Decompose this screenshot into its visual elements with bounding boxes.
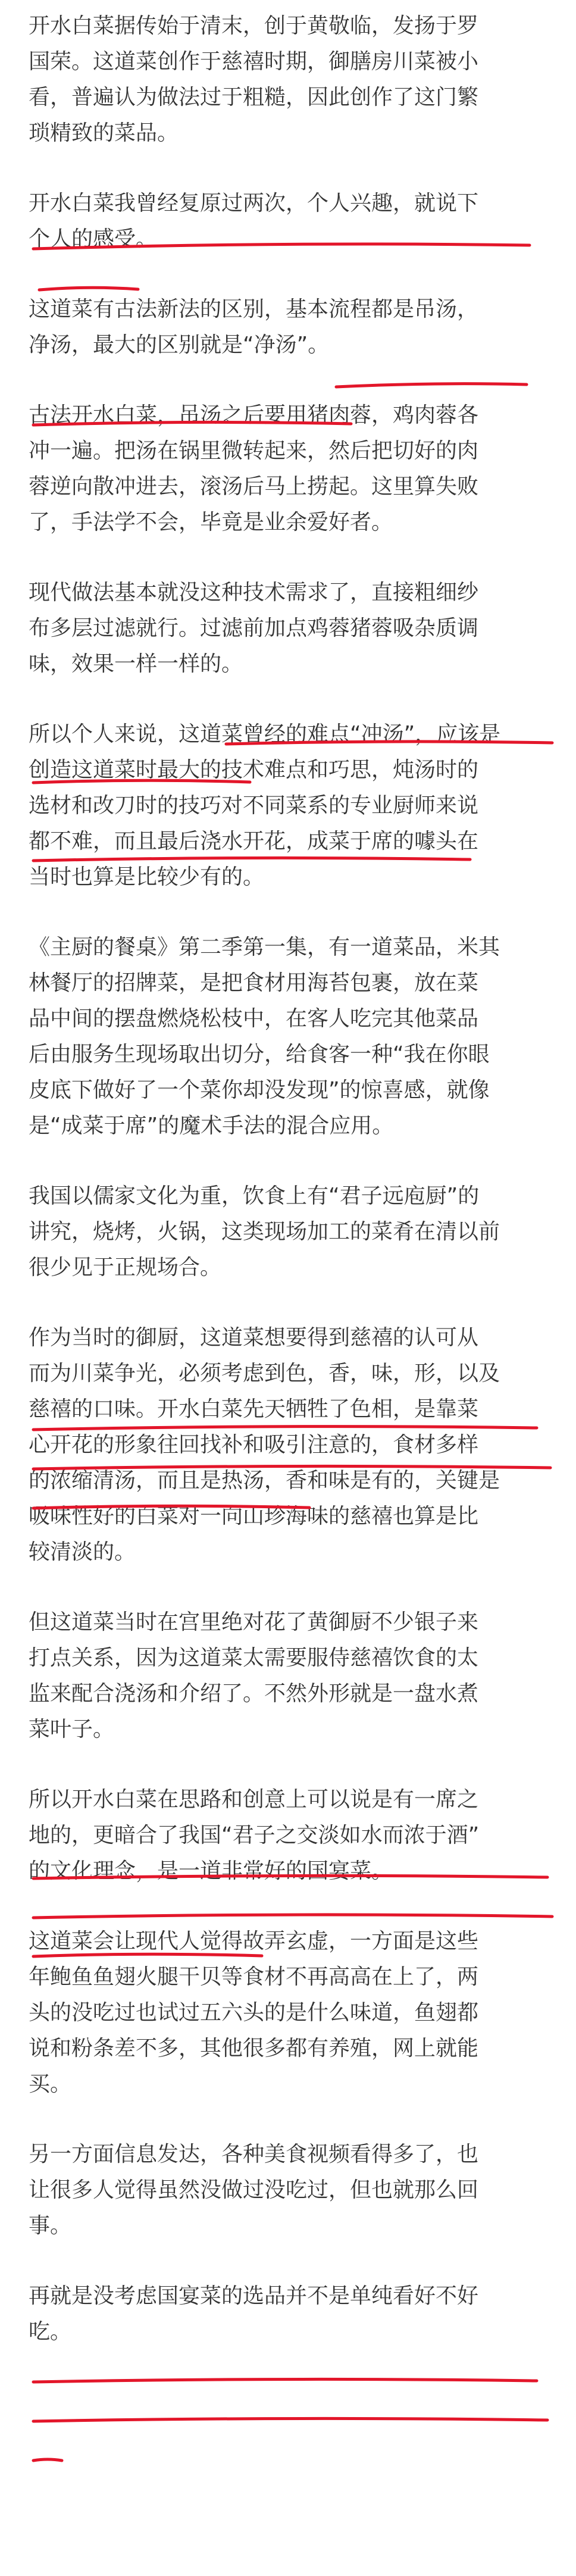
paragraph-12: 这道菜会让现代人觉得故弄玄虚，一方面是这些 年鲍鱼鱼翅火腿干贝等食材不再高高在上了，两 头的没吃过也试过五六头的是什么味道，鱼翅都 说和粉条差不多，其他很多都有养殖，网上就能 买。: [29, 1929, 479, 2096]
article-body: [29, 8, 547, 2384]
paragraph-14: 再就是没考虑国宴菜的选品并不是单纯看好不好 吃。: [29, 2284, 479, 2344]
paragraph-6: 所以个人来说，这道菜曾经的难点“冲汤”，应该是 创造这道菜时最大的技术难点和巧思，炖汤时的 选材和改刀时的技巧对不同菜系的专业厨师来说 都不难，而且最后浇水开花，成菜于席的噱头在 当时也算是比较少有的。: [29, 722, 501, 889]
paragraph-4: 古法开水白菜，吊汤之后要用猪肉蓉，鸡肉蓉各 冲一遍。把汤在锅里微转起来，然后把切好的肉 蓉逆向散冲进去，滚汤后马上捞起。这里算失败 了，手法学不会，毕竟是业余爱好者。: [29, 403, 479, 534]
paragraph-7: 《主厨的餐桌》第二季第一集，有一道菜品，米其 林餐厅的招牌菜，是把食材用海苔包裹，放在菜 品中间的摆盘燃烧松枝中，在客人吃完其他菜品 后由服务生现场取出切分，给食客一种“我在你眼 皮底下做好了一个菜你却没发现”的惊喜感，就像 是“成菜于席”的魔术手法的混合应用。: [29, 935, 500, 1138]
paragraph-2: 开水白菜我曾经复原过两次，个人兴趣，就说下 个人的感受。: [29, 191, 479, 251]
paragraph-10: 但这道菜当时在宫里绝对花了黄御厨不少银子来 打点关系，因为这道菜太需要服侍慈禧饮食的太 监来配合浇汤和介绍了。不然外形就是一盘水煮 菜叶子。: [29, 1610, 479, 1742]
paragraph-9: 作为当时的御厨，这道菜想要得到慈禧的认可从 而为川菜争光，必须考虑到色，香，味，形，以及 慈禧的口味。开水白菜先天牺牲了色相，是靠菜 心开花的形象往回找补和吸引注意的，食材多样 的浓缩清汤，而且是热汤，香和味是有的，关键是 吸味性好的白菜对一向山珍海味的慈禧也算是比 较清淡的。: [29, 1325, 500, 1564]
paragraph-5: 现代做法基本就没这种技术需求了，直接粗细纱 布多层过滤就行。过滤前加点鸡蓉猪蓉吸杂质调 味，效果一样一样的。: [29, 580, 479, 676]
paragraph-3: 这道菜有古法新法的区别，基本流程都是吊汤， 净汤，最大的区别就是“净汤”。: [29, 297, 479, 357]
underline-mark: [33, 2418, 547, 2421]
underline-mark: [33, 2459, 62, 2461]
paragraph-1: 开水白菜据传始于清末，创于黄敬临，发扬于罗 国荣。这道菜创作于慈禧时期，御膳房川菜被小 看，普遍认为做法过于粗糙，因此创作了这门繁 琐精致的菜品。: [29, 14, 479, 145]
paragraph-13: 另一方面信息发达，各种美食视频看得多了，也 让很多人觉得虽然没做过没吃过，但也就那么回 事。: [29, 2142, 479, 2238]
paragraph-8: 我国以儒家文化为重，饮食上有“君子远庖厨”的 讲究，烧烤，火锅，这类现场加工的菜肴在清以前 很少见于正规场合。: [29, 1184, 500, 1280]
paragraph-11: 所以开水白菜在思路和创意上可以说是有一席之 地的，更暗合了我国“君子之交淡如水而浓于酒” 的文化理念，是一道非常好的国宴菜。: [29, 1787, 480, 1883]
